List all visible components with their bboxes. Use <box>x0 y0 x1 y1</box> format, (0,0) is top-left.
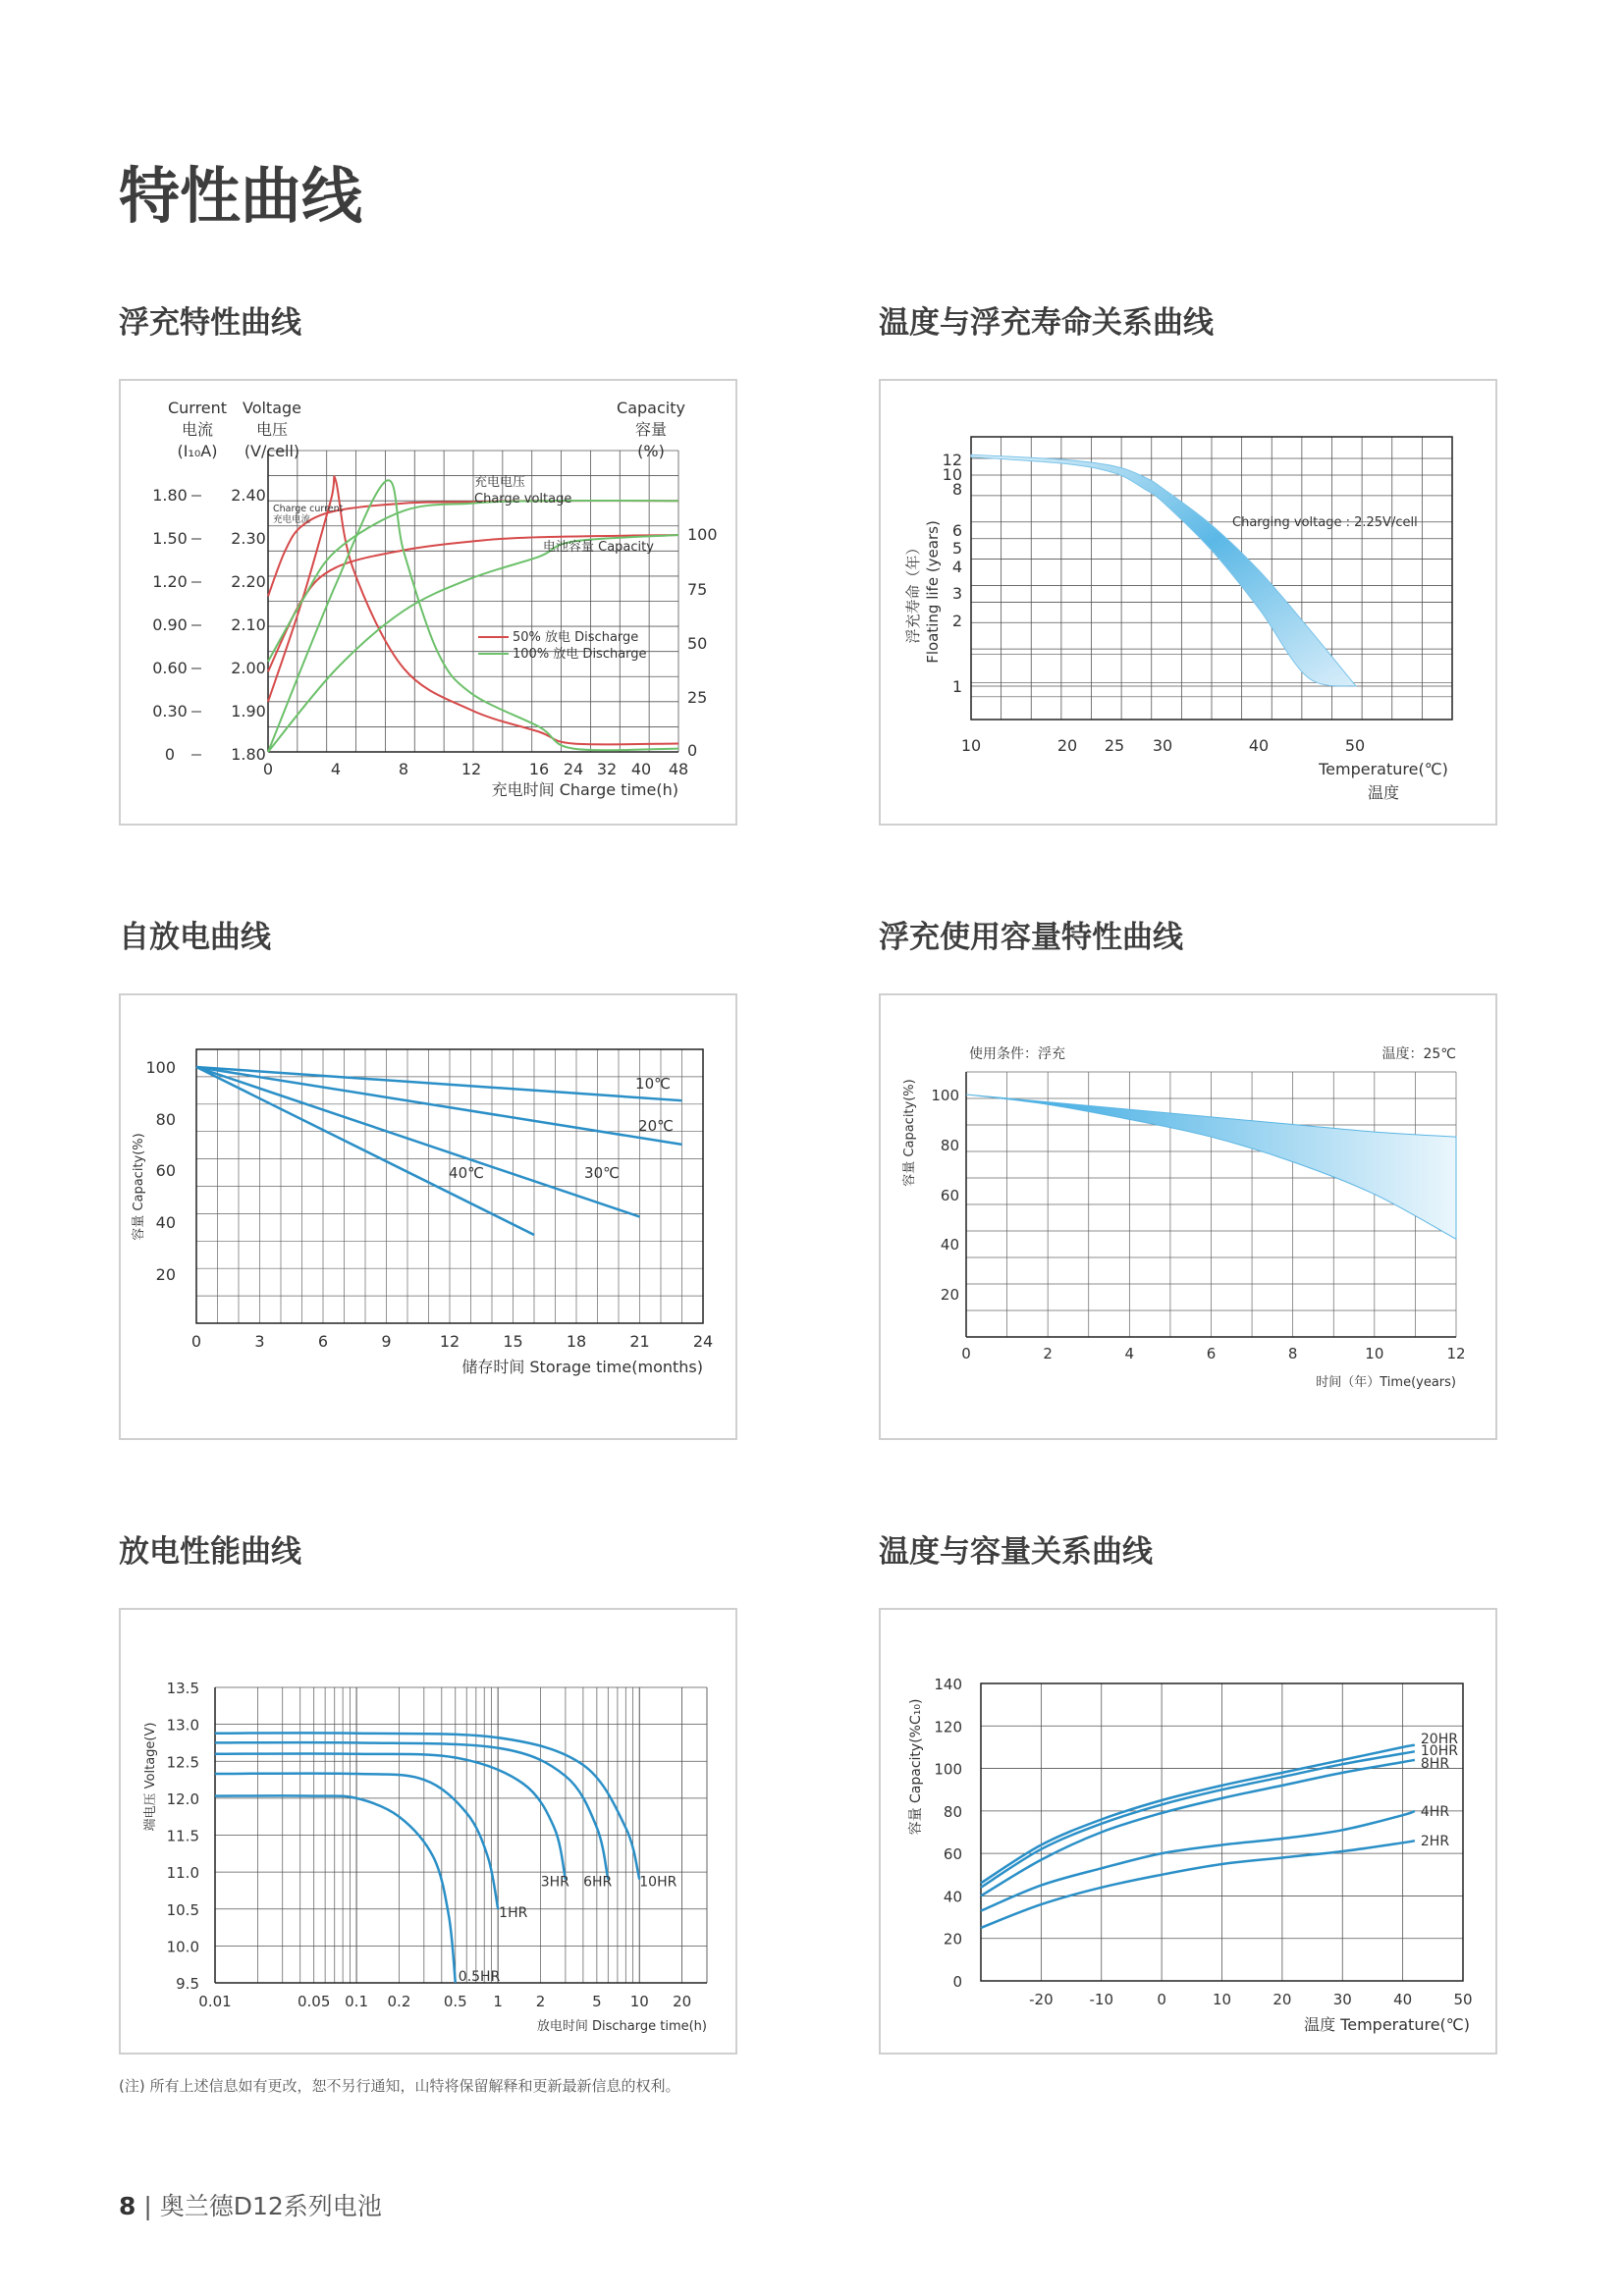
series-line <box>196 1067 682 1145</box>
series-label: 6HR <box>583 1874 613 1891</box>
y-tick-label: 20 <box>155 1265 176 1284</box>
float-capacity-chart <box>881 995 1495 1438</box>
current-tick-label: 0.90 <box>152 615 188 634</box>
x-axis-title: 放电时间 Discharge time(h) <box>536 2019 707 2034</box>
current-tick-label: 1.80 <box>152 486 188 505</box>
x-tick-label: 0 <box>1157 1991 1166 2008</box>
temp-life-chart <box>881 381 1495 824</box>
y-tick-label: 80 <box>155 1110 176 1129</box>
y-tick-label: 9.5 <box>176 1975 199 1993</box>
voltage-tick-label: 2.20 <box>231 572 266 591</box>
capacity-tick-label: 75 <box>687 580 708 599</box>
page-number: 8 <box>119 2192 136 2220</box>
discharge-title: 放电性能曲线 <box>119 1534 301 1570</box>
floating-life-band <box>971 454 1356 686</box>
y-tick-label: 11.0 <box>166 1864 199 1883</box>
x-tick-label: 18 <box>566 1332 587 1351</box>
y-tick-label: 60 <box>943 1845 962 1864</box>
footer <box>119 2187 382 2222</box>
x-tick-label: 0.2 <box>387 1993 411 2010</box>
capacity-tick-label: 25 <box>687 688 708 707</box>
x-tick-label: 25 <box>1104 736 1125 755</box>
x-tick-label: 6 <box>317 1332 329 1351</box>
current-tick-label: 1.20 <box>152 572 188 591</box>
x-tick-label: 20 <box>673 1993 692 2010</box>
temperature-condition: 温度：25℃ <box>1381 1046 1456 1062</box>
x-tick-label: 48 <box>668 760 689 778</box>
x-tick-label: 0 <box>262 760 274 778</box>
temp-capacity-chart-panel <box>879 1608 1497 2055</box>
float-charge-title: 浮充特性曲线 <box>119 305 301 341</box>
voltage-axis-label: Voltage <box>242 399 302 417</box>
x-tick-label: 24 <box>563 760 584 778</box>
disclaimer-note: (注) 所有上述信息如有更改，恕不另行通知，山特将保留解释和更新最新信息的权利。 <box>119 2077 680 2095</box>
series-label: 10℃ <box>635 1075 671 1093</box>
series-label: 10HR <box>1420 1742 1458 1759</box>
y-axis-title: Floating life (years) <box>924 520 942 664</box>
series-label: 8HR <box>1420 1755 1450 1772</box>
charge-voltage-annotation: Charge voltage <box>474 492 572 507</box>
x-tick-label: 30 <box>1152 736 1173 755</box>
y-tick-label: 13.5 <box>166 1680 199 1697</box>
x-tick-label: 3 <box>254 1332 265 1351</box>
y-tick-label: 11.5 <box>166 1827 199 1845</box>
temp-capacity-chart <box>881 1610 1495 2053</box>
capacity-axis-label: 容量 <box>634 420 668 439</box>
y-tick-label: 12 <box>942 451 962 469</box>
y-tick-label: 80 <box>940 1137 959 1154</box>
footer-product: 奥兰德D12系列电池 <box>159 2192 382 2220</box>
current-axis-label: 电流 <box>181 420 214 439</box>
y-tick-label: 10 <box>942 465 962 484</box>
y-tick-label: 20 <box>943 1930 962 1949</box>
y-tick-label: 1 <box>951 677 962 696</box>
x-tick-label: 4 <box>1124 1345 1135 1362</box>
series-label: 20℃ <box>638 1117 674 1135</box>
temp-capacity-title: 温度与容量关系曲线 <box>879 1534 1153 1570</box>
y-tick-label: 60 <box>155 1161 176 1180</box>
x-tick-label: 9 <box>381 1332 392 1351</box>
x-tick-label: 20 <box>1056 736 1078 755</box>
x-tick-label: 0.05 <box>298 1993 331 2010</box>
x-tick-label: 15 <box>503 1332 523 1351</box>
x-tick-label: 40 <box>630 760 652 778</box>
discharge-chart <box>121 1610 735 2053</box>
voltage-tick-label: 2.00 <box>231 659 266 677</box>
y-tick-label: 100 <box>931 1087 959 1104</box>
x-tick-label: 12 <box>439 1332 460 1351</box>
series-label: 2HR <box>1420 1834 1450 1850</box>
x-tick-label: -20 <box>1029 1991 1054 2008</box>
y-tick-label: 40 <box>943 1888 962 1906</box>
x-tick-label: 4 <box>330 760 342 778</box>
self-discharge-chart <box>121 995 735 1438</box>
y-tick-label: 6 <box>951 521 962 540</box>
y-tick-label: 4 <box>951 558 962 576</box>
x-tick-label: 10 <box>960 736 982 755</box>
y-tick-label: 100 <box>934 1760 962 1779</box>
float-charge-chart-panel <box>119 379 737 826</box>
footer-separator: | <box>143 2192 152 2220</box>
float-charge-chart <box>121 381 735 824</box>
x-tick-label: 16 <box>528 760 550 778</box>
self-discharge-title: 自放电曲线 <box>119 920 271 955</box>
usage-condition: 使用条件：浮充 <box>969 1046 1065 1062</box>
y-tick-label: 12.0 <box>166 1789 199 1808</box>
current-tick-label: 0.30 <box>152 702 188 721</box>
x-tick-label: 10 <box>1212 1991 1232 2008</box>
y-tick-label: 40 <box>940 1236 959 1254</box>
legend-label: 100% 放电 Discharge <box>513 647 647 662</box>
y-axis-title: 浮充寿命（年） <box>904 540 922 644</box>
current-tick-label: 0.60 <box>152 659 188 677</box>
x-tick-label: 5 <box>592 1993 602 2010</box>
current-axis-label: Current <box>167 399 228 417</box>
temp-life-title: 温度与浮充寿命关系曲线 <box>879 305 1214 341</box>
y-axis-title: 容量 Capacity(%) <box>132 1133 146 1241</box>
y-axis-title: 容量 Capacity(%) <box>902 1079 917 1187</box>
y-tick-label: 5 <box>951 539 962 558</box>
y-tick-label: 0 <box>952 1973 962 1991</box>
x-tick-label: 0 <box>961 1345 971 1362</box>
x-tick-label: -10 <box>1089 1991 1113 2008</box>
x-tick-label: 30 <box>1332 1991 1352 2008</box>
voltage-tick-label: 2.10 <box>231 615 266 634</box>
current-tick-label: 0 <box>164 745 176 764</box>
x-tick-label: 12 <box>1446 1345 1466 1362</box>
series-label: 10HR <box>639 1874 677 1891</box>
charging-voltage-annotation: Charging voltage : 2.25V/cell <box>1232 515 1418 530</box>
x-tick-label: 8 <box>398 760 409 778</box>
x-tick-label: 0 <box>190 1332 202 1351</box>
y-tick-label: 10.5 <box>166 1900 199 1919</box>
x-tick-label: 6 <box>1206 1345 1217 1362</box>
capacity-axis-label: (%) <box>637 442 665 460</box>
x-tick-label: 21 <box>629 1332 650 1351</box>
y-tick-label: 40 <box>155 1213 176 1232</box>
x-tick-label: 8 <box>1287 1345 1298 1362</box>
temp-life-chart-panel <box>879 379 1497 826</box>
x-tick-label: 40 <box>1248 736 1270 755</box>
x-tick-label: 0.5 <box>443 1993 467 2010</box>
series-label: 1HR <box>499 1904 528 1921</box>
series-label: 20HR <box>1420 1731 1458 1747</box>
series-line <box>196 1067 640 1217</box>
x-tick-label: 1 <box>493 1993 503 2010</box>
x-axis-title: 时间（年）Time(years) <box>1316 1375 1456 1390</box>
x-axis-title: 充电时间 Charge time(h) <box>491 780 678 799</box>
legend-label: 50% 放电 Discharge <box>513 630 639 645</box>
x-tick-label: 10 <box>629 1993 649 2010</box>
y-tick-label: 80 <box>943 1802 962 1821</box>
float-capacity-title: 浮充使用容量特性曲线 <box>879 920 1183 955</box>
y-tick-label: 120 <box>934 1718 962 1736</box>
y-axis-title: 容量 Capacity(%C₁₀) <box>908 1698 924 1836</box>
series-label: 30℃ <box>584 1164 620 1182</box>
y-tick-label: 10.0 <box>166 1938 199 1956</box>
voltage-axis-label: (V/cell) <box>244 442 300 460</box>
x-tick-label: 2 <box>1043 1345 1053 1362</box>
current-axis-label: (I₁₀A) <box>177 442 218 460</box>
x-tick-label: 10 <box>1365 1345 1384 1362</box>
capacity-axis-label: Capacity <box>617 399 685 417</box>
capacity-tick-label: 0 <box>687 741 698 760</box>
x-tick-label: 50 <box>1344 736 1366 755</box>
y-tick-label: 8 <box>951 480 962 499</box>
page-title: 特性曲线 <box>119 160 363 232</box>
y-tick-label: 140 <box>934 1676 962 1693</box>
x-tick-label: 24 <box>692 1332 714 1351</box>
series-line <box>215 1795 456 1983</box>
series-label: 3HR <box>540 1874 569 1891</box>
capacity-tick-label: 100 <box>687 525 718 544</box>
y-tick-label: 100 <box>145 1058 176 1077</box>
self-discharge-chart-panel <box>119 993 737 1440</box>
series-label: 4HR <box>1420 1803 1450 1820</box>
x-tick-label: 40 <box>1393 1991 1413 2008</box>
x-tick-label: 12 <box>460 760 482 778</box>
x-axis-title: Temperature(℃) <box>1319 760 1448 778</box>
y-tick-label: 13.0 <box>166 1716 199 1735</box>
charge-voltage-annotation: 充电电压 <box>474 475 526 490</box>
x-axis-title: 温度 Temperature(℃) <box>1304 2015 1470 2034</box>
y-axis-title: 端电压 Voltage(V) <box>143 1722 158 1832</box>
capacity-tick-label: 50 <box>687 634 708 653</box>
current-tick-label: 1.50 <box>152 529 188 548</box>
x-tick-label: 2 <box>535 1993 546 2010</box>
voltage-tick-label: 2.40 <box>231 486 266 505</box>
x-tick-label: 32 <box>596 760 618 778</box>
x-tick-label: 0.01 <box>198 1993 232 2010</box>
float-capacity-chart-panel <box>879 993 1497 1440</box>
series-label: 0.5HR <box>458 1969 501 1985</box>
y-tick-label: 60 <box>940 1187 959 1204</box>
voltage-tick-label: 1.90 <box>231 702 266 721</box>
voltage-tick-label: 1.80 <box>231 745 266 764</box>
y-tick-label: 12.5 <box>166 1753 199 1772</box>
y-axis-title-group <box>904 520 942 664</box>
voltage-axis-label: 电压 <box>255 420 289 439</box>
discharge-chart-panel <box>119 1608 737 2055</box>
x-tick-label: 50 <box>1453 1991 1473 2008</box>
series-label: 40℃ <box>449 1164 484 1182</box>
y-tick-label: 20 <box>940 1286 959 1304</box>
charge-current-annotation: Charge current <box>273 504 344 514</box>
charge-current-annotation: 充电电流 <box>273 514 311 525</box>
y-tick-label: 2 <box>951 612 962 630</box>
x-axis-title: 储存时间 Storage time(months) <box>461 1358 703 1376</box>
x-tick-label: 20 <box>1272 1991 1292 2008</box>
y-tick-label: 3 <box>951 584 962 603</box>
x-axis-title: 温度 <box>1367 783 1400 802</box>
battery-capacity-annotation: 电池容量 Capacity <box>543 540 654 555</box>
series-line <box>981 1745 1415 1884</box>
series-line <box>215 1742 608 1880</box>
voltage-tick-label: 2.30 <box>231 529 266 548</box>
series-line <box>196 1067 682 1100</box>
x-tick-label: 0.1 <box>345 1993 369 2010</box>
